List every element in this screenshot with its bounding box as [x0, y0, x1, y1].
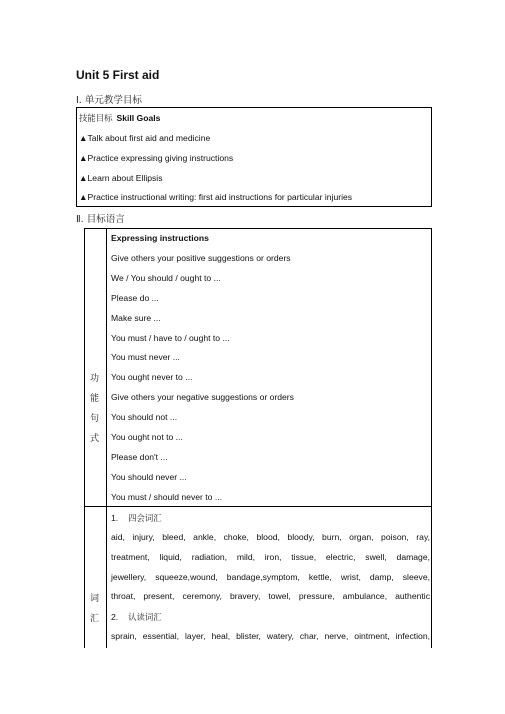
functional-line: You must / should never to ... [111, 492, 222, 502]
functional-line: You ought not to ... [111, 432, 183, 442]
vocabulary-line: sprain, essential, layer, heal, blister, watery, char, nerve, ointment, infection, [111, 631, 430, 641]
skill-goal-item: ▲Practice instructional writing: first aid instructions for particular injuries [79, 192, 353, 202]
vocabulary-part2-heading [111, 611, 162, 623]
functional-line: You should not ... [111, 412, 178, 422]
section-heading-target-language: Ⅱ. 目标语言 [76, 214, 125, 225]
functional-heading: Expressing instructions [111, 233, 209, 243]
skill-goals-header-en: Skill Goals [116, 113, 161, 123]
vocabulary-part1-number: 1. [111, 513, 119, 523]
section-heading-teaching-goals: Ⅰ. 单元教学目标 [76, 95, 142, 106]
skill-goal-item: ▲Practice expressing giving instructions [79, 153, 234, 163]
skill-goals-header-cn: 技能目标 [79, 113, 113, 123]
functional-line: Give others your positive suggestions or orders [111, 253, 291, 263]
skill-goal-item: ▲Learn about Ellipsis [79, 173, 163, 183]
functional-line: You ought never to ... [111, 372, 193, 382]
vocabulary-part2-label: 认读词汇 [128, 612, 162, 622]
vocabulary-line: treatment, liquid, radiation, mild, iron, tissue, electric, swell, damage, [111, 552, 430, 562]
vocabulary-line: aid, injury, bleed, ankle, choke, blood, bloody, burn, organ, poison, ray, [111, 532, 430, 542]
functional-line: Give others your negative suggestions or orders [111, 392, 294, 402]
functional-label-char: 式 [90, 434, 100, 444]
vocabulary-label-char: 词 [90, 594, 100, 604]
functional-label-char: 功 [90, 374, 100, 384]
vocabulary-part2-number: 2. [111, 612, 119, 622]
skill-goals-header [79, 112, 160, 124]
functional-line: You must / have to / ought to ... [111, 333, 230, 343]
vocabulary-line: throat, present, ceremony, bravery, towel, pressure, ambulance, authentic [111, 591, 430, 601]
functional-line: Please don't ... [111, 452, 168, 462]
vocabulary-part1-heading [111, 512, 162, 524]
vocabulary-part1-label: 四会词汇 [128, 513, 162, 523]
functional-line: You should never ... [111, 472, 187, 482]
functional-line: Make sure ... [111, 313, 161, 323]
functional-label-char: 句 [90, 414, 100, 424]
functional-label-char: 能 [90, 394, 100, 404]
functional-line: You must never ... [111, 352, 180, 362]
skill-goals-box [76, 107, 432, 207]
vocabulary-label-char: 汇 [90, 614, 100, 624]
vocabulary-line: jewellery, squeeze,wound, bandage,symptom, kettle, wrist, damp, sleeve, [111, 572, 430, 582]
table-row-divider [84, 506, 432, 507]
table-column-divider [106, 228, 107, 648]
skill-goal-item: ▲Talk about first aid and medicine [79, 133, 211, 143]
functional-line: Please do ... [111, 293, 159, 303]
functional-line: We / You should / ought to ... [111, 273, 221, 283]
page-title: Unit 5 First aid [76, 68, 160, 82]
